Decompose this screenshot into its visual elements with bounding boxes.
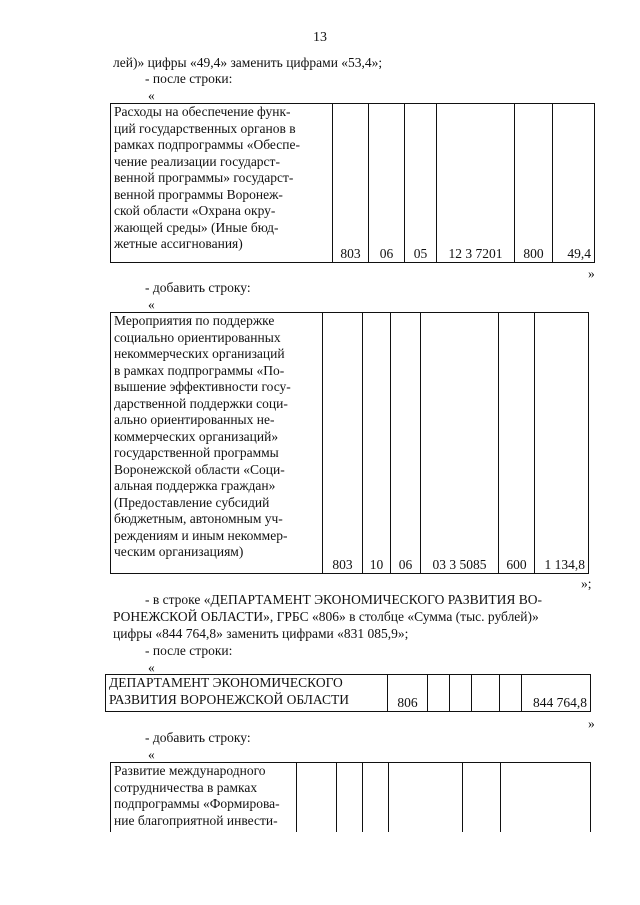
- table-department-row: [105, 674, 591, 712]
- table-row: [106, 675, 591, 712]
- amount-cell: 1 134,8: [535, 313, 589, 574]
- section-cell: 06: [369, 104, 405, 263]
- text-line: - после строки:: [145, 643, 233, 658]
- section-cell: 10: [363, 313, 391, 574]
- row-description: Развитие международного сотрудничества в рамках подпрограммы «Формирова- ние благоприятной инвести-: [111, 763, 297, 833]
- text-line: РОНЕЖСКОЙ ОБЛАСТИ», ГРБС «806» в столбце «Сумма (тыс. рублей)»: [113, 609, 539, 624]
- table-new-row: [110, 312, 589, 574]
- target-article-cell: 03 3 5085: [421, 313, 499, 574]
- amount-cell: 49,4: [553, 104, 595, 263]
- row-description: Расходы на обеспечение функ- ций государственных органов в рамках подпрограммы «Обеспе- чение реализации государст- венной программы» государст- венной программы Воронеж- ской области «Охрана окру- жающей среды» (Иные бюд- жетные ассигнования): [111, 104, 333, 263]
- text-line: - добавить строку:: [145, 730, 251, 745]
- page-number: 13: [313, 30, 327, 45]
- section-cell: [428, 675, 450, 712]
- open-quote: «: [148, 297, 155, 312]
- grbs-cell: 806: [388, 675, 428, 712]
- subsection-cell: 05: [405, 104, 437, 263]
- subsection-cell: [363, 763, 389, 833]
- table-new-row-continued: [110, 762, 591, 832]
- open-quote: «: [148, 660, 155, 675]
- close-quote: »;: [581, 576, 592, 591]
- table-row: [111, 763, 591, 833]
- text-line: лей)» цифры «49,4» заменить цифрами «53,4»;: [113, 55, 383, 70]
- row-description: ДЕПАРТАМЕНТ ЭКОНОМИЧЕСКОГО РАЗВИТИЯ ВОРОНЕЖСКОЙ ОБЛАСТИ: [106, 675, 388, 712]
- grbs-cell: 803: [333, 104, 369, 263]
- amount-cell: 844 764,8: [522, 675, 591, 712]
- expense-type-cell: [500, 675, 522, 712]
- expense-type-cell: [463, 763, 501, 833]
- expense-type-cell: 800: [515, 104, 553, 263]
- close-quote: »: [588, 716, 595, 731]
- target-article-cell: 12 3 7201: [437, 104, 515, 263]
- row-description: Мероприятия по поддержке социально ориентированных некоммерческих организаций в рамках подпрограммы «По- вышение эффективности госу- дарственной поддержки соци- ально ориентированных не- коммерческих организаций» государственной программы Воронежской области «Соци- альная поддержка граждан» (Предоставление субсидий бюджетным, автономным уч- реждениям и иным некоммер- ческим организациям): [111, 313, 323, 574]
- table-row: [111, 313, 589, 574]
- section-cell: [337, 763, 363, 833]
- text-line: - в строке «ДЕПАРТАМЕНТ ЭКОНОМИЧЕСКОГО РАЗВИТИЯ ВО-: [145, 592, 543, 607]
- expense-type-cell: 600: [499, 313, 535, 574]
- grbs-cell: 803: [323, 313, 363, 574]
- close-quote: »: [588, 266, 595, 281]
- text-line: - добавить строку:: [145, 280, 251, 295]
- text-line: цифры «844 764,8» заменить цифрами «831 085,9»;: [113, 626, 409, 641]
- subsection-cell: [450, 675, 472, 712]
- subsection-cell: 06: [391, 313, 421, 574]
- table-after-row: [110, 103, 595, 263]
- open-quote: «: [148, 88, 155, 103]
- amount-cell: [501, 763, 591, 833]
- text-line: - после строки:: [145, 71, 233, 86]
- target-article-cell: [389, 763, 463, 833]
- open-quote: «: [148, 747, 155, 762]
- grbs-cell: [297, 763, 337, 833]
- table-row: [111, 104, 595, 263]
- target-article-cell: [472, 675, 500, 712]
